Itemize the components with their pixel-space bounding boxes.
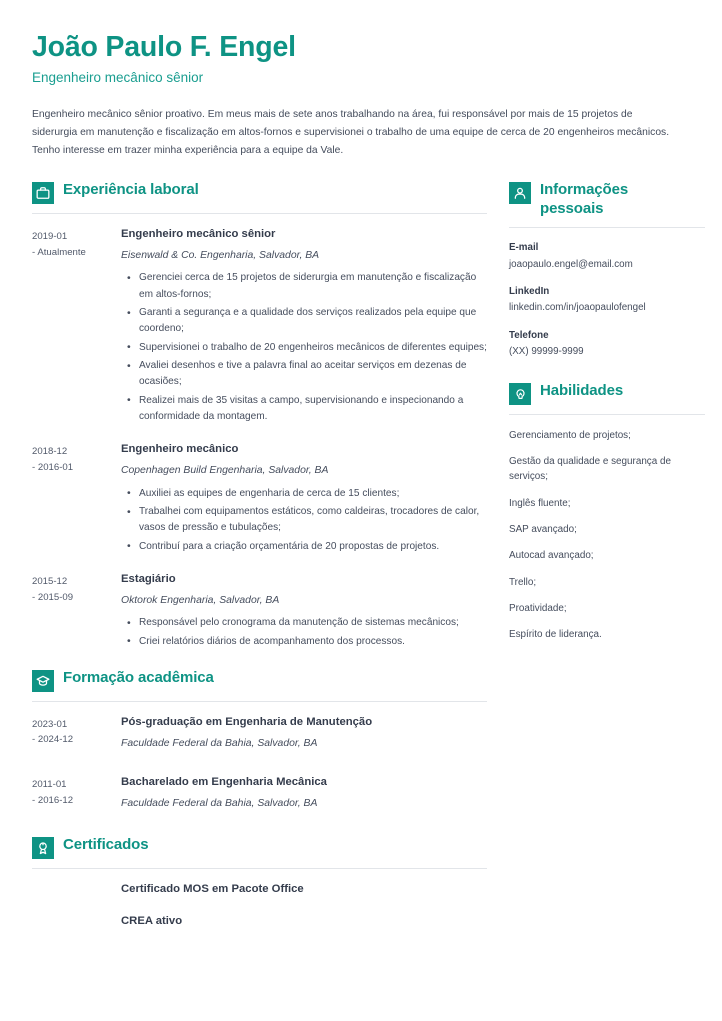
list-item: Proatividade;	[509, 602, 567, 614]
section-title-skills: Habilidades	[540, 381, 624, 399]
contact-label: LinkedIn	[509, 285, 550, 297]
contact-item-phone	[509, 329, 705, 360]
section-certificates	[32, 836, 487, 928]
resume-header	[32, 32, 690, 86]
date-start: 2015-12	[32, 576, 68, 588]
entry-bullet-list	[121, 270, 487, 425]
section-divider	[32, 868, 487, 869]
list-item: • Trabalhei com equipamentos estáticos, como caldeiras, trocadores de calor, vasos de pressão e tubulações;	[137, 504, 487, 537]
contact-value: joaopaulo.engel@email.com	[509, 258, 633, 270]
contact-value: (XX) 99999-9999	[509, 346, 584, 358]
section-header-education	[32, 669, 487, 692]
certificate-name: Certificado MOS em Pacote Office	[121, 883, 304, 896]
date-end: - 2015-09	[32, 591, 74, 603]
section-divider	[32, 701, 487, 702]
entry-body	[118, 572, 487, 652]
entry-body	[118, 914, 487, 929]
main-column	[32, 181, 487, 945]
experience-entry	[32, 227, 487, 427]
section-education	[32, 669, 487, 818]
person-icon	[509, 182, 531, 204]
section-title-personal-info	[540, 181, 628, 218]
list-item: • Responsável pelo cronograma da manutenção de sistemas mecânicos;	[137, 615, 487, 631]
graduation-cap-icon	[32, 670, 54, 692]
list-item: • Garanti a segurança e a qualidade dos serviços realizados pela equipe que coordeno;	[137, 305, 487, 338]
lightbulb-icon	[509, 383, 531, 405]
entry-body	[118, 715, 487, 758]
entry-role: Engenheiro mecânico	[121, 443, 239, 456]
list-item: • Gerenciei cerca de 15 projetos de siderurgia em manutenção e fiscalização em altos-fornos;	[137, 270, 487, 303]
section-header-experience	[32, 181, 487, 204]
certificate-name: CREA ativo	[121, 914, 183, 927]
list-item: Gestão da qualidade e segurança de serviços;	[509, 455, 671, 483]
candidate-job-title: Engenheiro mecânico sênior	[32, 69, 204, 85]
entry-organization: Eisenwald & Co. Engenharia, Salvador, BA	[121, 249, 320, 261]
resume-body	[32, 181, 690, 945]
entry-bullet-list	[121, 486, 487, 555]
professional-summary: Engenheiro mecânico sênior proativo. Em meus mais de sete anos trabalhando na área, fui responsável por mais de 15 projetos de siderurgia em manutenção e fiscalização em altos-fornos e supervisionei o trabalho de uma equipe de cerca de 20 engenheiros mecânicos. Tenho interesse em trazer minha experiência para a equipe da Vale.	[32, 109, 670, 156]
entry-role: Engenheiro mecânico sênior	[121, 228, 276, 241]
candidate-name: João Paulo F. Engel	[32, 31, 296, 63]
list-item: • Avaliei desenhos e tive a palavra final ao aceitar serviços em dezenas de ocasiões;	[137, 358, 487, 391]
section-header-certificates	[32, 836, 487, 859]
entry-body	[118, 882, 487, 897]
date-start: 2011-01	[32, 779, 67, 791]
contact-item-email	[509, 241, 705, 272]
experience-entry	[32, 572, 487, 652]
list-item: • Supervisionei o trabalho de 20 engenheiros mecânicos de diferentes equipes;	[137, 340, 487, 356]
list-item: • Contribuí para a criação orçamentária de 20 propostas de projetos.	[137, 539, 487, 555]
entry-organization: Oktorok Engenharia, Salvador, BA	[121, 594, 280, 606]
certificate-entry	[32, 882, 487, 897]
contact-item-linkedin	[509, 285, 705, 316]
entry-date-range	[32, 914, 118, 929]
entry-date-range	[32, 572, 118, 652]
entry-bullet-list	[121, 615, 487, 650]
entry-role: Estagiário	[121, 573, 176, 586]
section-title-line-2: pessoais	[540, 199, 604, 217]
side-column	[509, 181, 705, 662]
section-title-certificates: Certificados	[63, 836, 149, 854]
section-title-line-1: Informações	[540, 181, 629, 199]
experience-entry	[32, 442, 487, 557]
date-start: 2018-12	[32, 446, 68, 458]
section-experience	[32, 181, 487, 652]
entry-date-range	[32, 227, 118, 427]
entry-school: Faculdade Federal da Bahia, Salvador, BA	[121, 737, 318, 749]
section-divider	[509, 414, 705, 415]
date-start: 2023-01	[32, 718, 68, 730]
list-item: • Auxiliei as equipes de engenharia de cerca de 15 clientes;	[137, 486, 487, 502]
list-item: • Criei relatórios diários de acompanhamento dos processos.	[137, 634, 487, 650]
date-end: - 2024-12	[32, 734, 74, 746]
list-item: SAP avançado;	[509, 523, 577, 535]
list-item: Trello;	[509, 576, 537, 588]
briefcase-icon	[32, 182, 54, 204]
contact-label: Telefone	[509, 329, 549, 341]
entry-date-range	[32, 442, 118, 557]
list-item: Gerenciamento de projetos;	[509, 429, 631, 441]
education-entry	[32, 715, 487, 758]
entry-body	[118, 442, 487, 557]
contact-value: linkedin.com/in/joaopaulofengel	[509, 302, 646, 314]
section-title-experience: Experiência laboral	[63, 181, 199, 199]
entry-body	[118, 227, 487, 427]
list-item: Autocad avançado;	[509, 550, 594, 562]
section-divider	[509, 227, 705, 228]
list-item: Inglês fluente;	[509, 497, 571, 509]
section-header-personal-info	[509, 181, 705, 218]
entry-date-range	[32, 882, 118, 897]
education-entry	[32, 775, 487, 818]
entry-date-range	[32, 715, 118, 758]
section-skills	[509, 382, 705, 643]
date-start: 2019-01	[32, 231, 68, 243]
date-end: - 2016-01	[32, 462, 74, 474]
date-end: - Atualmente	[32, 246, 86, 258]
entry-degree: Bacharelado em Engenharia Mecânica	[121, 776, 327, 789]
entry-body	[118, 775, 487, 818]
section-divider	[32, 213, 487, 214]
date-end: - 2016-12	[32, 794, 74, 806]
section-personal-info	[509, 181, 705, 359]
entry-organization: Copenhagen Build Engenharia, Salvador, BA	[121, 465, 329, 477]
award-icon	[32, 837, 54, 859]
section-title-education: Formação acadêmica	[63, 668, 214, 686]
entry-date-range	[32, 775, 118, 818]
list-item: Espírito de liderança.	[509, 629, 602, 641]
certificate-entry	[32, 914, 487, 929]
list-item: • Realizei mais de 35 visitas a campo, supervisionando e inspecionando a conformidade da montagem.	[137, 393, 487, 426]
entry-degree: Pós-graduação em Engenharia de Manutenção	[121, 715, 373, 728]
entry-school: Faculdade Federal da Bahia, Salvador, BA	[121, 797, 318, 809]
contact-label: E-mail	[509, 241, 539, 253]
section-header-skills	[509, 382, 705, 405]
